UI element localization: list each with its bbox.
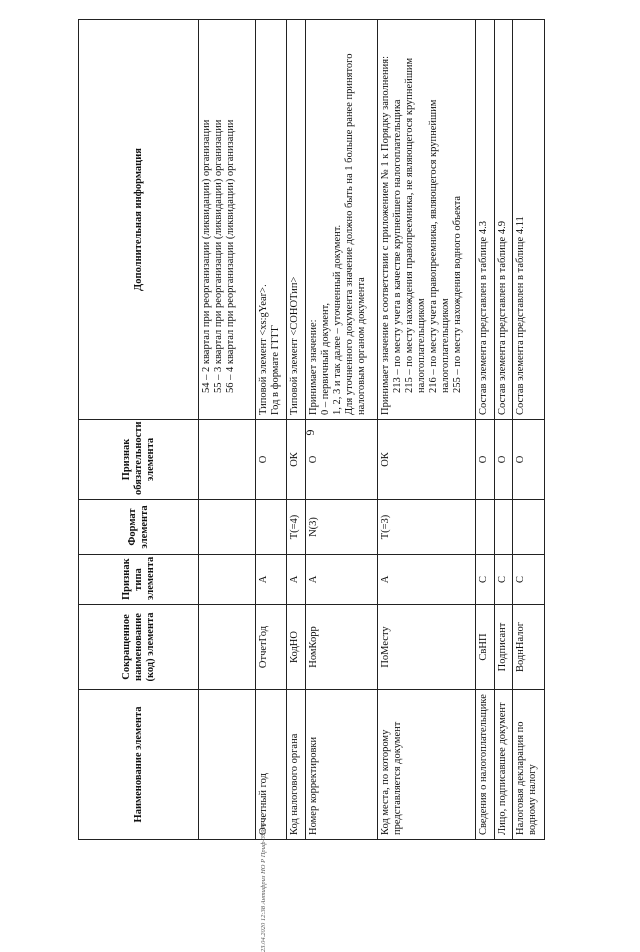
info-line: Типовой элемент <СОНОТип> — [289, 276, 301, 415]
info-line: Состав элемента представлен в таблице 4.9 — [496, 221, 508, 415]
header-type: Признак типа элемента — [79, 555, 199, 605]
info-line: 215 – по месту нахождения правопреемника, не являющегося крупнейшим налогоплательщиком — [403, 57, 427, 393]
info-line: Состав элемента представлен в таблице 4.3 — [478, 221, 490, 415]
cell-required — [199, 420, 256, 500]
cell-required: О — [305, 420, 377, 500]
cell-format — [199, 500, 256, 555]
cell-required: О — [494, 420, 513, 500]
cell-info — [287, 20, 306, 420]
info-line: 0 – первичный документ, — [319, 302, 331, 415]
cell-code: ПоМесту — [377, 605, 475, 690]
cell-type: С — [513, 555, 545, 605]
cell-info — [494, 20, 513, 420]
cell-type: А — [255, 555, 287, 605]
header-code: Сокращенное наименование (код) элемента — [79, 605, 199, 690]
cell-name: Сведения о налогоплательщике — [476, 690, 495, 840]
print-stamp-text: 23.04.2020 12:38 Антифриз НО Р Приф-35996-3 — [260, 817, 267, 952]
header-required: Признак обязательности элемента — [79, 420, 199, 500]
info-line: Типовой элемент <xs:gYear>. — [257, 284, 269, 415]
page-number: 6 — [303, 429, 318, 436]
cell-required: ОК — [377, 420, 475, 500]
cell-code — [199, 605, 256, 690]
header-format: Формат элемента — [79, 500, 199, 555]
cell-required: О — [255, 420, 287, 500]
info-line: 1, 2, 3 и так далее – уточненный документ. — [331, 224, 343, 415]
info-line: Для уточненного документа значение должно быть на 1 больше ранее принятого налоговым органом документа — [343, 53, 367, 415]
info-line: Состав элемента представлен в таблице 4.11 — [515, 216, 527, 415]
info-line: 216 – по месту учета правопреемника, являющегося крупнейшим налогоплательщиком — [427, 99, 451, 393]
cell-name: Код места, по которому представляется документ — [377, 690, 475, 840]
info-line: Принимает значение: — [307, 319, 319, 415]
cell-name: Лицо, подписавшее документ — [494, 690, 513, 840]
table-frame — [78, 20, 545, 840]
cell-name: Налоговая декларация по водному налогу — [513, 690, 545, 840]
cell-info — [199, 20, 256, 420]
cell-code: ВоднНалог — [513, 605, 545, 690]
cell-type: С — [494, 555, 513, 605]
cell-format: T(=3) — [377, 500, 475, 555]
elements-table — [78, 19, 545, 840]
cell-code: НомКорр — [305, 605, 377, 690]
cell-info — [305, 20, 377, 420]
info-line: 55 – 3 квартал при реорганизации (ликвидации) организации — [213, 119, 224, 393]
header-info: Дополнительная информация — [79, 20, 199, 420]
cell-format — [513, 500, 545, 555]
cell-required: ОК — [287, 420, 306, 500]
table-row — [305, 20, 377, 840]
table-row — [377, 20, 475, 840]
header-name: Наименование элемента — [79, 690, 199, 840]
cell-info — [255, 20, 287, 420]
cell-format — [494, 500, 513, 555]
cell-format: T(=4) — [287, 500, 306, 555]
cell-code: КодНО — [287, 605, 306, 690]
cell-name: Код налогового органа — [287, 690, 306, 840]
table-row — [476, 20, 495, 840]
cell-info — [377, 20, 475, 420]
table-header-row — [79, 20, 199, 840]
cell-type: А — [377, 555, 475, 605]
cell-code: ОтчетГод — [255, 605, 287, 690]
cell-code: Подписант — [494, 605, 513, 690]
cell-name: Отчетный год — [255, 690, 287, 840]
cell-required: О — [476, 420, 495, 500]
info-line: 54 – 2 квартал при реорганизации (ликвидации) организации — [201, 119, 212, 393]
cell-format: N(3) — [305, 500, 377, 555]
info-line: 56 – 4 квартал при реорганизации (ликвидации) организации — [225, 119, 236, 393]
cell-type: А — [305, 555, 377, 605]
info-line: 213 – по месту учета в качестве крупнейшего налогоплательщика — [391, 99, 403, 393]
info-line: Год в формате ГГГГ — [269, 325, 281, 415]
info-line: Принимает значение в соответствии с приложением № 1 к Порядку заполнения: — [379, 56, 391, 415]
cell-type: А — [287, 555, 306, 605]
info-line: 255 – по месту нахождения водного объекта — [451, 195, 463, 393]
cell-type: С — [476, 555, 495, 605]
cell-type — [199, 555, 256, 605]
cell-format — [255, 500, 287, 555]
cell-name: Номер корректировки — [305, 690, 377, 840]
cell-required: О — [513, 420, 545, 500]
cell-name — [199, 690, 256, 840]
table-row — [494, 20, 513, 840]
cell-format — [476, 500, 495, 555]
cell-info — [476, 20, 495, 420]
table-row — [287, 20, 306, 840]
cell-code: СвНП — [476, 605, 495, 690]
print-stamp — [260, 817, 268, 952]
rotated-page — [78, 20, 545, 840]
table-row — [513, 20, 545, 840]
table-row — [199, 20, 256, 840]
cell-info — [513, 20, 545, 420]
